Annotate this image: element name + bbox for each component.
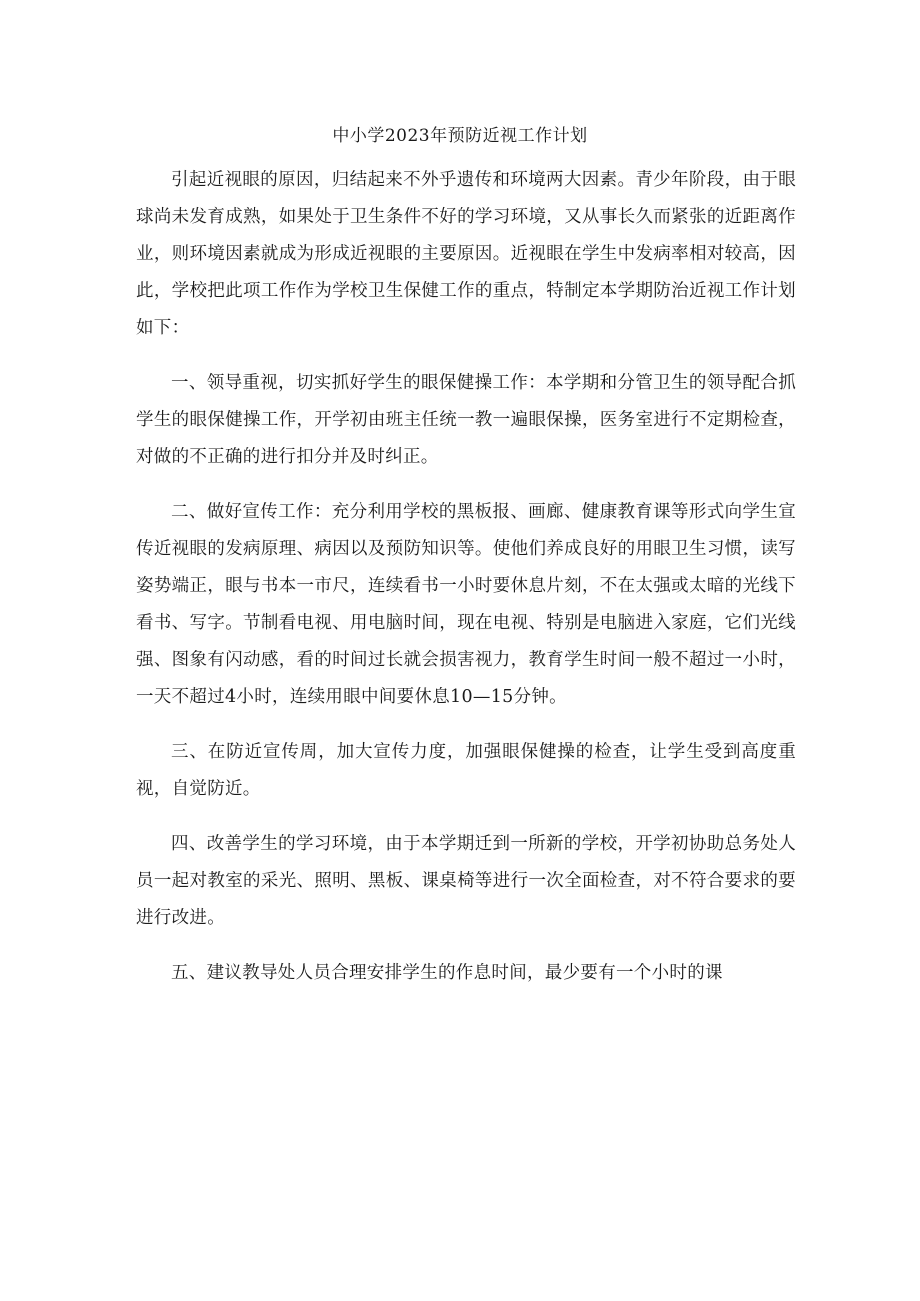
paragraph-item-2: 二、做好宣传工作：充分利用学校的黑板报、画廊、健康教育课等形式向学生宣传近视眼的发病原理、病因以及预防知识等。使他们养成良好的用眼卫生习惯，读写姿势端正，眼与书本一市尺，连续看书一小时要休息片刻，不在太强或太暗的光线下看书、写字。节制看电视、用电脑时间，现在电视、特别是电脑进入家庭，它们光线强、图象有闪动感，看的时间过长就会损害视力，教育学生时间一般不超过一小时，一天不超过4小时，连续用眼中间要休息10—15分钟。: [136, 502, 796, 707]
paragraph-intro: 引起近视眼的原因，归结起来不外乎遗传和环境两大因素。青少年阶段，由于眼球尚未发育成熟，如果处于卫生条件不好的学习环境，又从事长久而紧张的近距离作业，则环境因素就成为形成近视眼的主要原因。近视眼在学生中发病率相对较高，因此，学校把此项工作作为学校卫生保健工作的重点，特制定本学期防治近视工作计划如下：: [136, 170, 796, 338]
paragraph-item-4: 四、改善学生的学习环境，由于本学期迁到一所新的学校，开学初协助总务处人员一起对教室的采光、照明、黑板、课桌椅等进行一次全面检查，对不符合要求的要进行改进。: [136, 834, 796, 928]
document-body: [136, 162, 796, 1010]
document-title: 中小学2023年预防近视工作计划: [332, 126, 588, 146]
paragraph-item-3: 三、在防近宣传周，加大宣传力度，加强眼保健操的检查，让学生受到高度重视，自觉防近。: [136, 742, 796, 799]
paragraph-item-5: 五、建议教导处人员合理安排学生的作息时间，最少要有一个小时的课: [171, 963, 723, 983]
paragraph-item-1: 一、领导重视，切实抓好学生的眼保健操工作：本学期和分管卫生的领导配合抓学生的眼保健操工作，开学初由班主任统一教一遍眼保操，医务室进行不定期检查，对做的不正确的进行扣分并及时纠正。: [136, 373, 796, 467]
